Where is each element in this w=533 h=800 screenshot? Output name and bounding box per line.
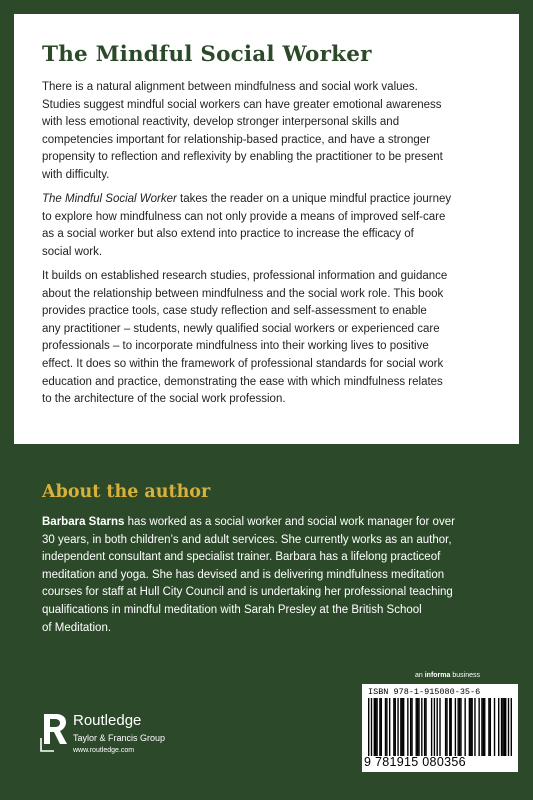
barcode-bar [490,698,491,756]
blurb-line [42,191,512,209]
blurb-line: propensity to reflection and reflexivity by enabling the practitioner to be present [42,151,443,164]
barcode-bar [402,698,403,756]
blurb-line: competencies important for relationship-based practice, and have a stronger [42,133,431,146]
blurb-line: to explore how mindfulness can not only provide a means of improved self-care [42,210,446,223]
barcode-bar [511,698,512,756]
barcode-bar [400,698,401,756]
barcode-bar [494,698,495,756]
barcode-bar [439,698,440,756]
barcode-bar [481,698,482,756]
bio-line: independent consultant and specialist trainer. Barbara has a lifelong practiceof [42,551,441,564]
bio-line: of Meditation. [42,621,112,634]
informa-business-label [415,672,480,679]
barcode-bars [368,698,512,756]
bio-line: 30 years, in both children’s and adult services. She currently works as an author, [42,533,452,546]
bio-line: meditation and yoga. She has devised and is delivering mindfulness meditation [42,568,445,581]
barcode-bar [376,698,377,756]
routledge-logo [40,710,190,770]
publisher-group: Taylor & Francis Group [73,733,166,743]
barcode-bar [446,698,447,756]
barcode-bar [488,698,489,756]
barcode-bar [445,698,446,756]
barcode-bar [508,698,509,756]
isbn-label: ISBN 978-1-915080-35-6 [368,687,481,697]
barcode-bar [457,698,458,756]
barcode-bar [450,698,451,756]
barcode-bar [478,698,479,756]
blurb-line: Studies suggest mindful social workers can have greater emotional awareness [42,98,442,111]
barcode-bar [403,698,404,756]
informa-prefix: an [415,672,425,679]
barcode-bar [418,698,419,756]
informa-brand: informa [424,672,451,679]
barcode-bar [459,698,460,756]
blurb-line: professionals – to incorporate mindfulness into their working lives to positive [42,340,429,353]
about-author-heading: About the author [42,482,211,502]
book-title: The Mindful Social Worker [42,42,372,67]
barcode-bar [504,698,505,756]
barcode-bar [502,698,503,756]
publisher-name: Routledge [73,712,142,729]
blurb-line: effect. It does so within the framework of professional standards for social work [42,357,444,370]
blurb-line: as a social worker but also extend into practice to increase the efficacy of [42,228,414,241]
blurb-line: about the relationship between mindfulness and the social work role. This book [42,287,444,300]
barcode-bar [471,698,472,756]
barcode-bar [431,698,432,756]
blurb-line: with less emotional reactivity, develop stronger interpersonal skills and [42,116,400,129]
author-name: Barbara Starns [42,516,125,528]
barcode-bar [374,698,375,756]
publisher-url: www.routledge.com [73,747,135,754]
barcode-bar [410,698,411,756]
blurb-line: social work. [42,245,103,258]
barcode-bar [385,698,386,756]
barcode-bar [381,698,382,756]
barcode-bar [449,698,450,756]
bio-text: has worked as a social worker and social work manager for over [124,516,455,528]
barcode-bar [424,698,425,756]
blurb-line: with difficulty. [42,168,110,181]
author-bio [42,514,512,637]
barcode-bar [498,698,499,756]
bio-line: qualifications in mindful meditation with Sarah Presley at the British School [42,603,422,616]
barcode-bar [375,698,376,756]
blurb-text: takes the reader on a unique mindful practice journey [176,193,452,205]
barcode-bar [417,698,418,756]
barcode-number: 9 781915 080356 [364,755,466,769]
barcode-bar [437,698,438,756]
barcode-bar [397,698,398,756]
barcode-bar [421,698,422,756]
barcode-bar [501,698,502,756]
barcode-bar [484,698,485,756]
barcode-bar [407,698,408,756]
bio-line: courses for staff at Hull City Council and is undertaking her professional teaching [42,586,453,599]
barcode-bar [368,698,369,756]
blurb-line: provides practice tools, case study reflection and self-assessment to enable [42,305,427,318]
barcode-bar [411,698,412,756]
blurb-line: to the architecture of the social work profession. [42,393,286,406]
blurb-paragraph-1 [42,79,512,185]
blurb-paragraph-3 [42,268,512,409]
blurb-line: There is a natural alignment between mindfulness and social work values. [42,81,418,93]
barcode-bar [434,698,435,756]
barcode-bar [416,698,417,756]
barcode-bar [395,698,396,756]
barcode-bar [464,698,465,756]
routledge-r-logo-icon [40,712,68,752]
barcode-bar [386,698,387,756]
barcode-bar [469,698,470,756]
barcode-bar [474,698,475,756]
barcode-bar [425,698,426,756]
barcode-bar [505,698,506,756]
barcode-bar [483,698,484,756]
informa-suffix: business [450,672,480,679]
barcode-bar [455,698,456,756]
barcode-bar [389,698,390,756]
barcode-bar [460,698,461,756]
blurb-line: It builds on established research studies, professional information and guidance [42,270,448,282]
book-title-italic: The Mindful Social Worker [42,193,177,205]
blurb-line: education and practice, demonstrating the ease with which mindfulness relates [42,375,443,388]
barcode-bar [470,698,471,756]
bio-line [42,514,512,532]
top-green-band [0,0,533,14]
blurb-line: any practitioner – students, newly qualified social workers or experienced care [42,322,440,335]
barcode-bar [379,698,380,756]
barcode-bar [393,698,394,756]
blurb-paragraph-2 [42,191,512,261]
barcode [362,684,518,772]
barcode-bar [371,698,372,756]
